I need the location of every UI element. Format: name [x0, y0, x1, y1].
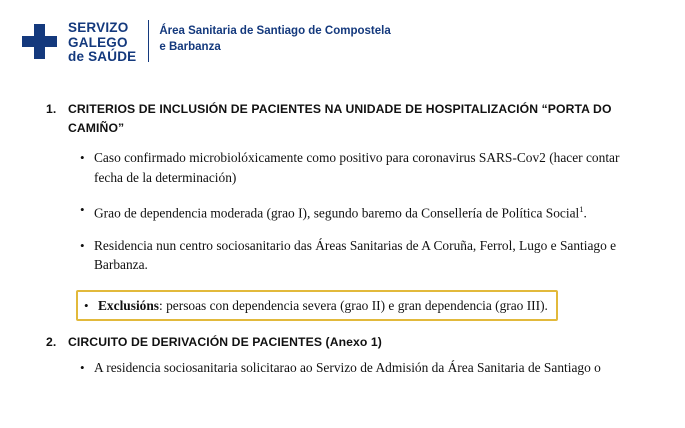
list-item-text: [94, 200, 634, 223]
list-item: [80, 148, 663, 187]
section-1-heading: [46, 100, 663, 138]
exclusions-text: : persoas con dependencia severa (grao II) e gran dependencia (grao III).: [159, 297, 548, 313]
exclusions-highlight-container: [80, 288, 663, 332]
list-item: [80, 236, 663, 275]
section-2-title: CIRCUITO DE DERIVACIÓN DE PACIENTES (Anexo 1): [68, 335, 382, 350]
exclusions-label: Exclusións: [98, 297, 160, 313]
list-item: [80, 200, 663, 223]
document-header: [0, 0, 685, 62]
logo-line-2: GALEGO: [68, 34, 128, 50]
list-item-text: [98, 296, 548, 316]
section-2-heading: [46, 333, 663, 352]
section-2: [46, 333, 663, 378]
header-divider: [148, 20, 149, 62]
bullet-dot-icon: •: [80, 237, 85, 253]
organization-title: [159, 18, 390, 55]
list-item-text: Residencia nun centro sociosanitario das Áreas Sanitarias de A Coruña, Ferrol, Lugo e Santiago e Barbanza.: [94, 237, 617, 273]
section-2-number: 2.: [46, 335, 57, 350]
bullet-dot-icon: •: [80, 360, 85, 376]
organization-title-line-2: e Barbanza: [159, 41, 221, 53]
bullet-dot-icon: •: [80, 150, 85, 165]
section-1-bullet-list: [80, 148, 663, 331]
list-item-suffix: .: [583, 205, 587, 221]
section-1-number: 1.: [46, 102, 57, 116]
status-badge: [76, 290, 558, 322]
list-item-body: Grao de dependencia moderada (grao I), segundo baremo da Consellería de Política Social: [94, 205, 580, 221]
organization-title-line-1: Área Sanitaria de Santiago de Compostela: [159, 25, 391, 37]
document-body: [0, 62, 685, 378]
footnote-marker: 1: [579, 204, 584, 214]
list-item-text: A residencia sociosanitaria solicitarao ao Servizo de Admisión da Área Sanitaria de Santiago o: [94, 360, 601, 376]
sergas-logo-text: [68, 18, 136, 65]
bullet-dot-icon: •: [84, 297, 89, 313]
list-item: [80, 358, 663, 378]
section-1-title: CRITERIOS DE INCLUSIÓN DE PACIENTES NA UNIDADE DE HOSPITALIZACIÓN “PORTA DO CAMIÑO”: [68, 102, 612, 135]
section-1: [46, 100, 663, 331]
logo-line-1: SERVIZO: [68, 20, 129, 35]
bullet-dot-icon: •: [80, 202, 85, 217]
medical-cross-icon: [18, 20, 60, 62]
logo-line-3: de SAÚDE: [68, 49, 137, 64]
list-item-text: Caso confirmado microbiolóxicamente como positivo para coronavirus SARS-Cov2 (hacer contar fecha de la determinación): [94, 150, 620, 185]
list-item: [84, 296, 548, 316]
section-2-bullet-list: [80, 358, 663, 378]
